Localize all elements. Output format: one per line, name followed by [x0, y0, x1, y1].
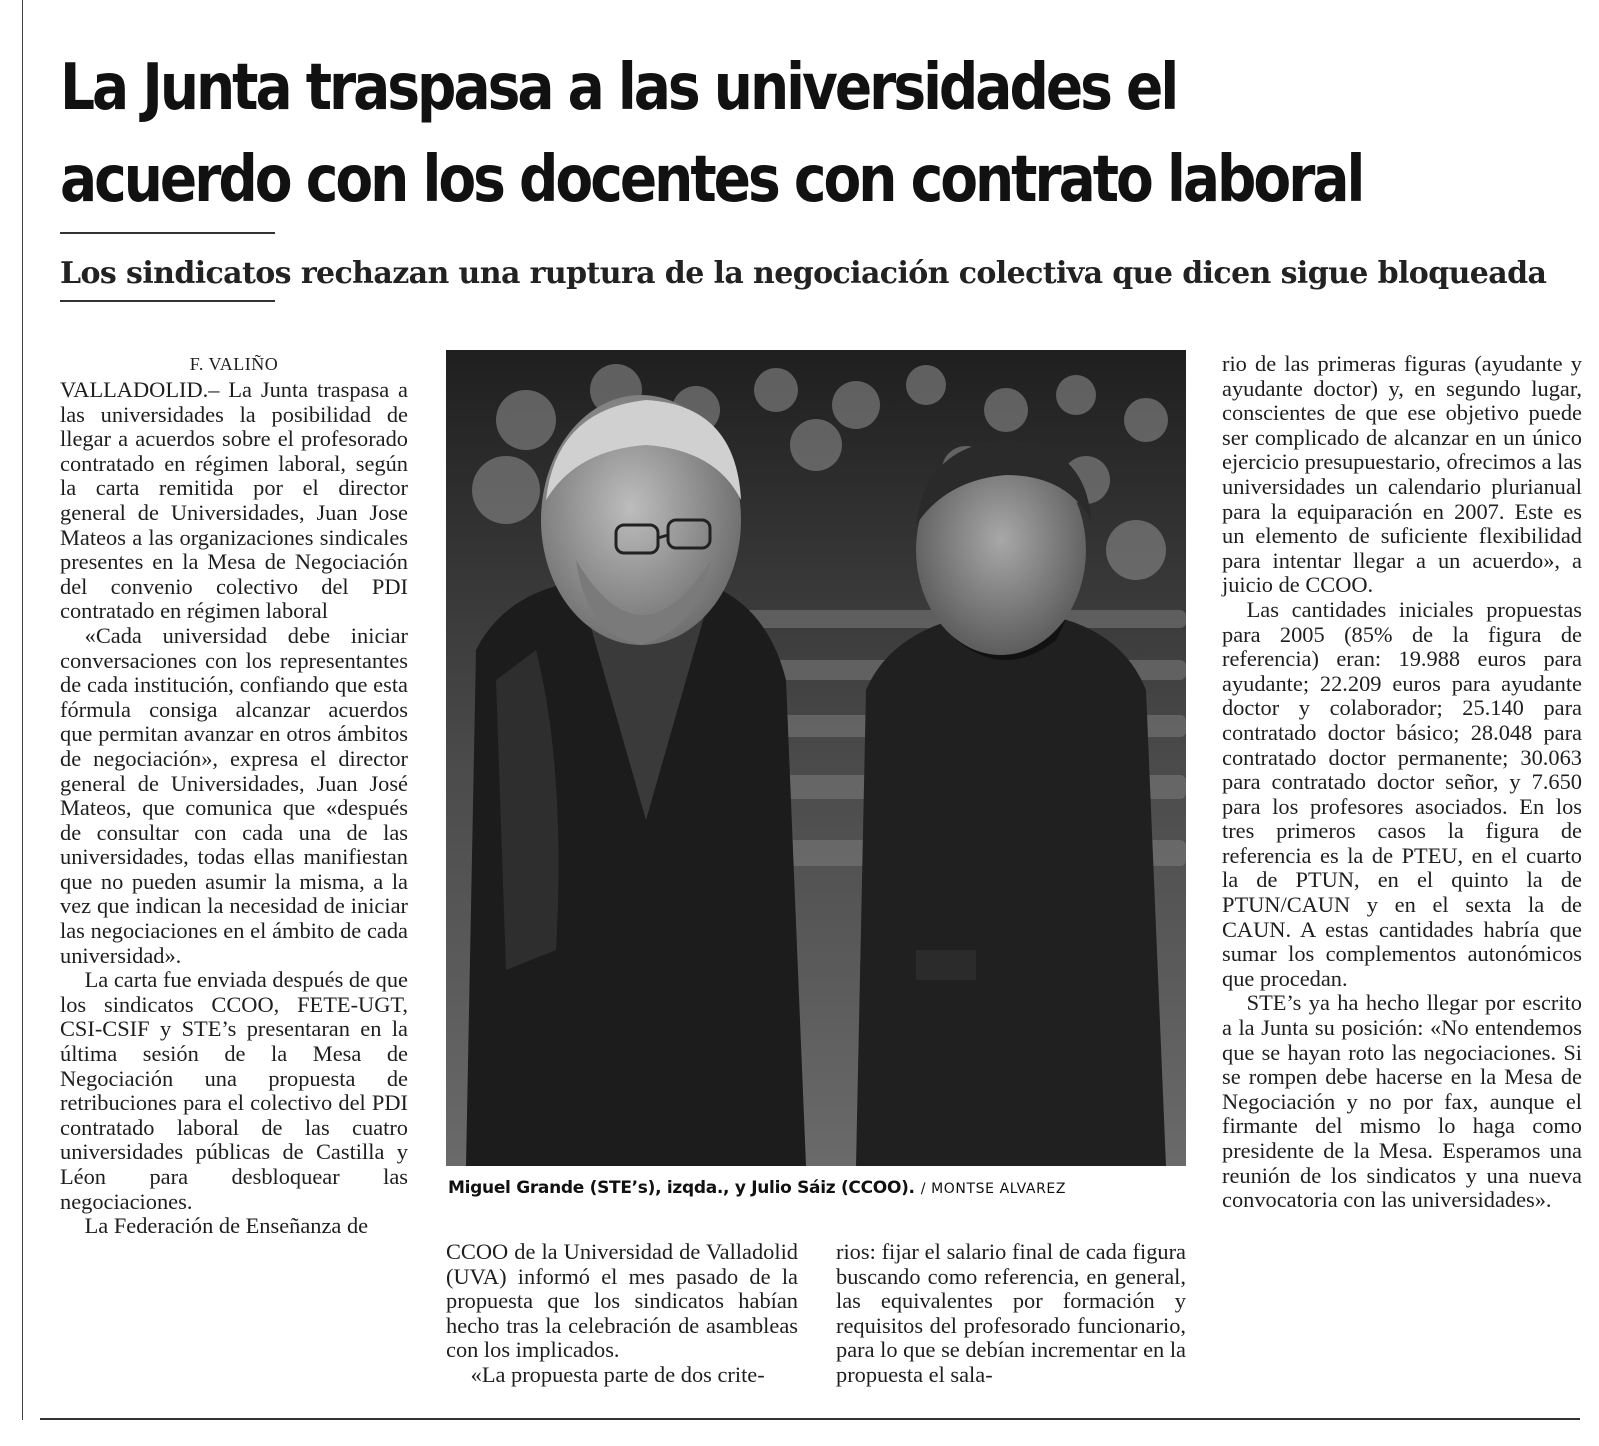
- column-4: [1222, 352, 1582, 1213]
- headline-line-1: La Junta traspasa a las universidades el: [60, 51, 1177, 125]
- byline: F. VALIÑO: [189, 354, 279, 374]
- news-photo: [446, 350, 1186, 1166]
- paragraph-1: VALLADOLID.– La Junta traspasa a las universidades la posibilidad de llegar a acuerdos sobre el profesorado contratado en régimen laboral, según la carta remitida por el director general de Universidades, Juan Jose Mateos a las organizaciones sindicales presentes en la Mesa de Negociación del convenio colectivo del PDI contratado en régimen laboral: [60, 377, 408, 624]
- paragraph-4: La Federación de Enseñanza de: [84, 1213, 369, 1239]
- column-1: [60, 352, 408, 1239]
- paragraph-8: rio de las primeras figuras (ayudante y ayudante doctor) y, en segundo lugar, conscientes de que ese objetivo puede ser complicado de alcanzar en un único ejercicio presupuestario, ofrecimos a las universidades un calendario plurianual para la equiparación en 2007. Este es un elemento de suficiente flexibilidad para intentar llegar a un acuerdo», a juicio de CCOO.: [1222, 351, 1582, 598]
- paragraph-7: rios: fijar el salario final de cada figura buscando como referencia, en general, las equivalentes por formación y requisitos del profesorado funcionario, para lo que se debían incrementar en la propuesta el sala-: [836, 1239, 1186, 1387]
- column-3: [836, 1240, 1186, 1388]
- paragraph-9: Las cantidades iniciales propuestas para 2005 (85% de la figura de referencia) eran: 19.988 euros para ayudante; 22.209 euros para ayudante doctor y colaborador; 25.140 para contratado doctor básico; 28.048 para contratado doctor permanente; 30.063 para contratado doctor señor, y 7.650 para los profesores asociados. En los tres primeros casos la figura de referencia es la de PTEU, en el cuarto la de PTUN, en el quinto la de PTUN/CAUN y en el sexta la de CAUN. A estas cantidades habría que sumar los complementos autonómicos que procedan.: [1222, 596, 1582, 991]
- column-2: [446, 1240, 798, 1388]
- paragraph-6: «La propuesta parte de dos crite-: [470, 1361, 765, 1387]
- caption-text: Miguel Grande (STE’s), izqda., y Julio Sáiz (CCOO).: [448, 1178, 915, 1198]
- paragraph-5: CCOO de la Universidad de Valladolid (UVA) informó el mes pasado de la propuesta que los sindicatos habían hecho tras la celebración de asambleas con los implicados.: [446, 1239, 798, 1363]
- photo-credit: / MONTSE ALVAREZ: [920, 1181, 1067, 1197]
- headline: [60, 42, 1376, 226]
- paragraph-3: La carta fue enviada después de que los sindicatos CCOO, FETE-UGT, CSI-CSIF y STE’s presentaran en la última sesión de la Mesa de Negociación una propuesta de retribuciones para el colectivo del PDI contratado laboral de las cuatro universidades públicas de Castilla y Léon para desbloquear las negociaciones.: [60, 967, 408, 1214]
- rule-bottom: [60, 300, 275, 302]
- subheadline: Los sindicatos rechazan una ruptura de la negociación colectiva que dicen sigue bloqueada: [60, 256, 1547, 291]
- bottom-rule: [40, 1418, 1580, 1420]
- dateline: VALLADOLID.–: [60, 377, 220, 402]
- paragraph-10: STE’s ya ha hecho llegar por escrito a la Junta su posición: «No entendemos que se hayan roto las negociaciones. Si se rompen debe hacerse en la Mesa de Negociación y no por fax, aunque el firmante del mismo lo haga como presidente de la Mesa. Esperamos una reunión de los sindicatos y una nueva convocatoria con las universidades».: [1222, 990, 1582, 1213]
- page-edge-line: [22, 0, 23, 1420]
- rule-top: [60, 232, 275, 234]
- photo-caption: [448, 1178, 1066, 1198]
- paragraph-2: «Cada universidad debe iniciar conversaciones con los representantes de cada institución, confiando que esta fórmula consiga alcanzar acuerdos que permitan avanzar en otros ámbitos de negociación», expresa el director general de Universidades, Juan José Mateos, que comunica que «después de consultar con cada una de las universidades, todas ellas manifiestan que no pueden asumir la misma, a la vez que indican la necesidad de iniciar las negociaciones en el ámbito de cada universidad».: [60, 622, 408, 968]
- headline-line-2: acuerdo con los docentes con contrato laboral: [60, 143, 1363, 217]
